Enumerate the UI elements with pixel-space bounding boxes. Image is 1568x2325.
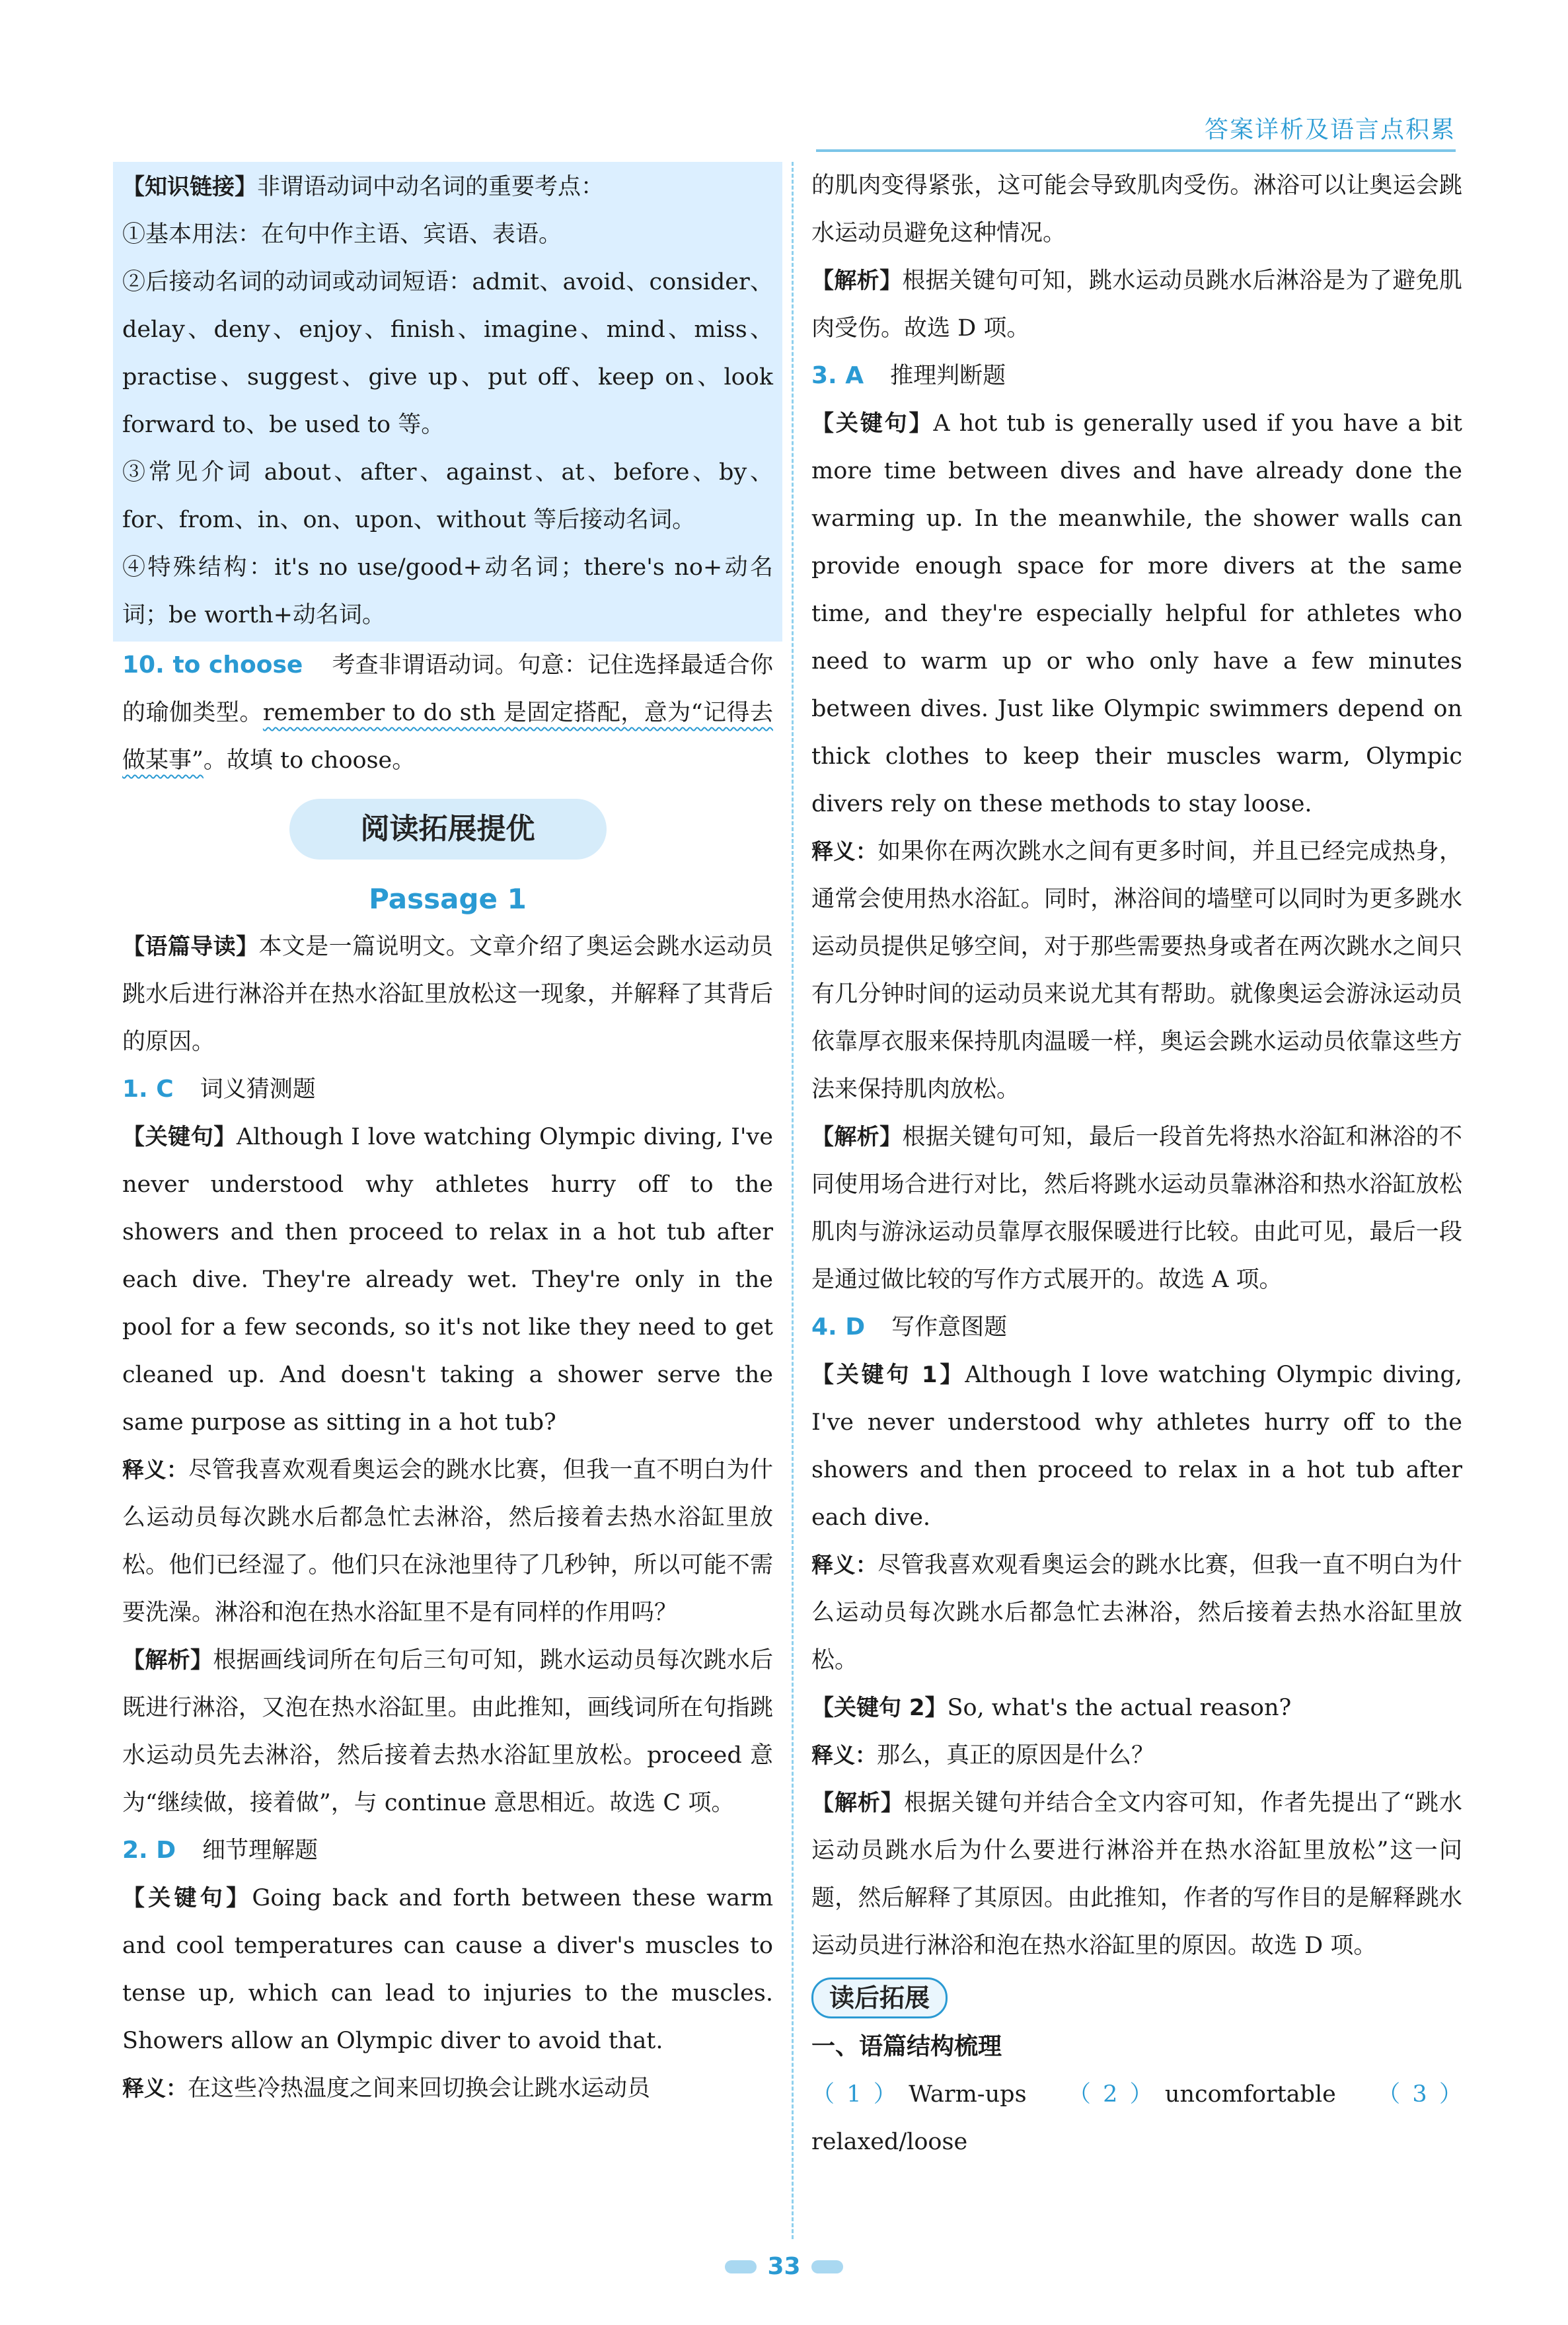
analysis-text: 根据关键句可知，最后一段首先将热水浴缸和淋浴的不同使用场合进行对比，然后将跳水运动员靠淋浴和热水浴缸放松肌肉与游泳运动员靠厚衣服保暖进行比较。由此可见，最后一段是通过做比较的写作方式展开的。故选 A 项。: [811, 1124, 1462, 1293]
guide-text: 本文是一篇说明文。文章介绍了奥运会跳水运动员跳水后进行淋浴并在热水浴缸里放松这一现象，并解释了其背后的原因。: [122, 934, 773, 1055]
q4-key-sentence-2: [811, 1684, 1462, 1732]
q1-translation: [122, 1446, 773, 1637]
question-2-header: [122, 1827, 773, 1874]
trans-tag: 释义：: [811, 1552, 878, 1578]
q1-answer: 1. C: [122, 1076, 174, 1103]
q3-analysis: [811, 1113, 1462, 1304]
page-number-bar-right: [811, 2260, 843, 2273]
q1-type: 词义猜测题: [200, 1076, 316, 1103]
q1-analysis: [122, 1637, 773, 1827]
trans-tag: 释义：: [811, 1742, 877, 1768]
knowledge-line: ①基本用法：在句中作主语、宾语、表语。: [122, 221, 562, 248]
key-tag: 【关键句】: [122, 1885, 252, 1911]
key-text: So, what's the actual reason?: [947, 1695, 1292, 1721]
q4-key-sentence-1: [811, 1351, 1462, 1541]
question-4-header: [811, 1304, 1462, 1351]
analysis-tag: 【解析】: [811, 1790, 904, 1816]
analysis-tag: 【解析】: [811, 268, 903, 294]
analysis-text: 根据关键句可知，跳水运动员跳水后淋浴是为了避免肌肉受伤。故选 D 项。: [811, 268, 1462, 342]
key-tag: 【关键句】: [122, 1124, 237, 1150]
trans-text: 尽管我喜欢观看奥运会的跳水比赛，但我一直不明白为什么运动员每次跳水后都急忙去淋浴，然后接着去热水浴缸里放松。他们已经湿了。他们只在泳池里待了几秒钟，所以可能不需要洗澡。淋浴和泡在热水浴缸里不是有同样的作用吗？: [122, 1457, 774, 1626]
guide-tag: 【语篇导读】: [122, 934, 259, 960]
q3-key-sentence: [811, 400, 1462, 828]
question-3-header: [811, 352, 1462, 400]
page-number-bar-left: [725, 2260, 757, 2273]
key-text: Although I love watching Olympic diving, I've never understood why athletes hurry off to the showers and then proceed to relax in a hot tub after each dive. They're already wet. They're only in the pool for a few seconds, so it's not like they need to get cleaned up. And doesn't taking a shower serve the same purpose as sitting in a hot tub?: [122, 1124, 774, 1436]
analysis-tag: 【解析】: [811, 1124, 903, 1150]
q3-type: 推理判断题: [890, 363, 1006, 389]
answer-10-number: 10. to choose: [122, 651, 303, 679]
key-tag: 【关键句 1】: [811, 1362, 965, 1388]
passage-guide: [122, 923, 773, 1066]
key-text: Although I love watching Olympic diving, I've never understood why athletes hurry off to the showers and then proceed to relax in a hot tub after each dive.: [811, 1362, 1463, 1531]
key-text: A hot tub is generally used if you have a bit more time between dives and have already done the warming up. In the meanwhile, the shower walls can provide enough space for more divers at the same time, and they're especially helpful for athletes who need to warm up or who only have a few minutes between dives. Just like Olympic swimmers depend on thick clothes to keep their muscles warm, Olympic divers rely on these methods to stay loose.: [811, 410, 1463, 817]
q3-answer: 3. A: [811, 362, 864, 389]
passage-title: Passage 1: [369, 883, 527, 915]
q2-type: 细节理解题: [202, 1837, 318, 1864]
blank-number: （3）: [1364, 2081, 1462, 2108]
q3-translation: [811, 828, 1462, 1113]
q2-key-sentence: [122, 1874, 773, 2065]
column-divider: [792, 162, 794, 2239]
key-tag: 【关键句】: [811, 410, 934, 437]
knowledge-line: ③常见介词 about、after、against、at、before、by、for、from、in、on、upon、without 等后接动名词。: [122, 459, 773, 533]
q4-answer: 4. D: [811, 1313, 866, 1341]
trans-text: 尽管我喜欢观看奥运会的跳水比赛，但我一直不明白为什么运动员每次跳水后都急忙去淋浴，然后接着去热水浴缸里放松。: [811, 1552, 1463, 1674]
knowledge-line: ②后接动名词的动词或动词短语：admit、avoid、consider、delay、deny、enjoy、finish、imagine、mind、miss、practise、suggest、give up、put off、keep on、look forward to、be used to 等。: [122, 269, 773, 438]
answer-10-end: 。故填 to choose。: [203, 747, 416, 774]
trans-tag: 释义：: [122, 1457, 189, 1483]
right-column: [811, 162, 1462, 2166]
q2-translation: [122, 2065, 773, 2112]
answer-10-text: 考查非谓语动词。句意：记住选择最适合你的瑜伽类型。: [122, 652, 773, 726]
analysis-tag: 【解析】: [122, 1647, 213, 1674]
answer-10-underlined: remember to do sth 是固定搭配，意为“记得去做某事”: [122, 700, 773, 774]
q4-translation-2: [811, 1732, 1462, 1779]
q4-type: 写作意图题: [891, 1314, 1008, 1341]
trans-text: 那么，真正的原因是什么？: [877, 1742, 1155, 1769]
header-title: 答案详析及语言点积累: [1204, 116, 1456, 143]
trans-tag: 释义：: [122, 2075, 188, 2101]
left-column: [122, 162, 773, 2112]
knowledge-line: ④特殊结构：it's no use/good+动名词；there's no+动名词；be worth+动名词。: [122, 554, 773, 628]
knowledge-text: 非谓语动词中动名词的重要考点：: [257, 174, 605, 200]
question-1-header: [122, 1066, 773, 1113]
blank-answer: relaxed/loose: [811, 2129, 968, 2155]
blank-answer: Warm-ups: [909, 2081, 1027, 2108]
knowledge-tag: 【知识链接】: [122, 174, 257, 200]
page-footer: [0, 2253, 1568, 2280]
trans-text: 在这些冷热温度之间来回切换会让跳水运动员: [188, 2075, 651, 2102]
blank-answer: uncomfortable: [1164, 2081, 1336, 2108]
key-tag: 【关键句 2】: [811, 1695, 948, 1721]
q2-translation-continued: 的肌肉变得紧张，这可能会导致肌肉受伤。淋浴可以让奥运会跳水运动员避免这种情况。: [811, 172, 1462, 246]
structure-subhead: 一、语篇结构梳理: [811, 2033, 1002, 2060]
trans-text: 如果你在两次跳水之间有更多时间，并且已经完成热身，通常会使用热水浴缸。同时，淋浴间的墙壁可以同时为更多跳水运动员提供足够空间，对于那些需要热身或者在两次跳水之间只有几分钟时间的运动员来说尤其有帮助。就像奥运会游泳运动员依靠厚衣服来保持肌肉温暖一样，奥运会跳水运动员依靠这些方法来保持肌肉放松。: [811, 838, 1463, 1103]
extension-pill: 读后拓展: [811, 1977, 948, 2018]
q2-analysis: [811, 257, 1462, 352]
blank-number: （2）: [1055, 2081, 1165, 2108]
header-rule: [816, 149, 1456, 152]
q4-translation-1: [811, 1541, 1462, 1684]
q4-analysis: [811, 1779, 1462, 1970]
q1-key-sentence: [122, 1113, 773, 1446]
analysis-text: 根据画线词所在句后三句可知，跳水运动员每次跳水后既进行淋浴，又泡在热水浴缸里。由此推知，画线词所在句指跳水运动员先去淋浴，然后接着去热水浴缸里放松。proceed 意为“继续做，接着做”，与 continue 意思相近。故选 C 项。: [122, 1647, 773, 1816]
answer-10: [122, 642, 773, 784]
q2-answer: 2. D: [122, 1837, 176, 1864]
blank-number: （1）: [811, 2081, 909, 2108]
trans-tag: 释义：: [811, 838, 878, 864]
structure-answers: [811, 2071, 1462, 2166]
page-number: 33: [767, 2253, 801, 2280]
key-text: Going back and forth between these warm and cool temperatures can cause a diver's muscles to tense up, which can lead to injuries to the muscles. Showers allow an Olympic diver to avoid that.: [122, 1885, 774, 2054]
knowledge-link-box: [113, 162, 782, 642]
section-title: 阅读拓展提优: [289, 799, 607, 860]
knowledge-line: [122, 163, 773, 211]
analysis-text: 根据关键句并结合全文内容可知，作者先提出了“跳水运动员跳水后为什么要进行淋浴并在热水浴缸里放松”这一问题，然后解释了其原因。由此推知，作者的写作目的是解释跳水运动员进行淋浴和泡在热水浴缸里的原因。故选 D 项。: [811, 1790, 1462, 1959]
